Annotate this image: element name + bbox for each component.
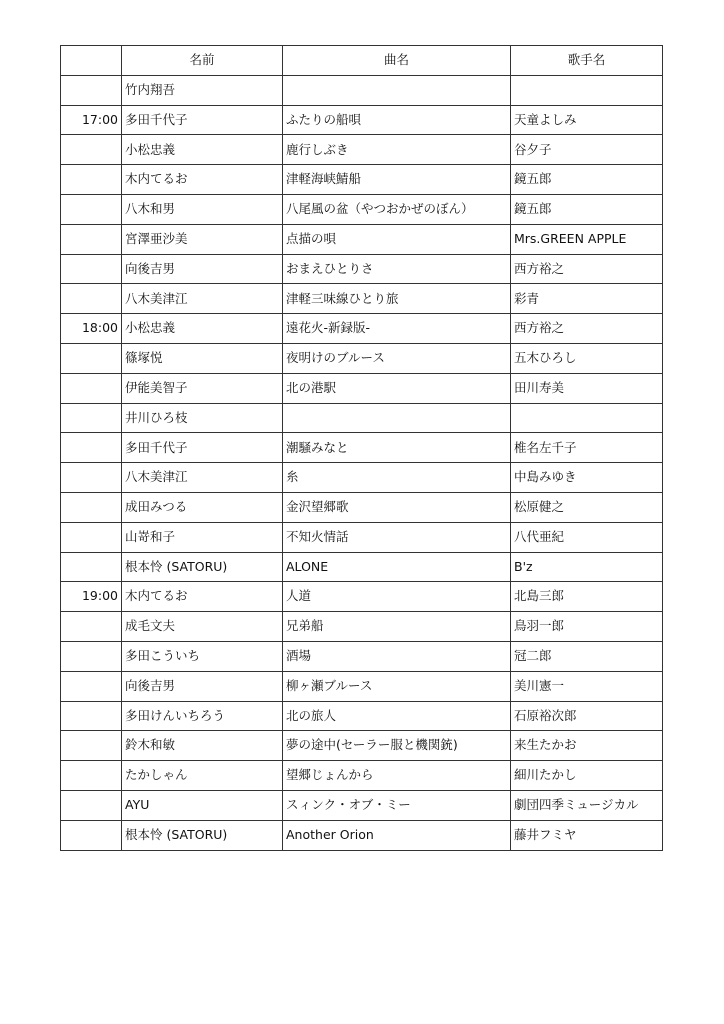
table-row [61, 671, 663, 701]
cell-name: 宮澤亜沙美 [122, 224, 283, 254]
table-row [61, 314, 663, 344]
cell-artist: 来生たかお [511, 731, 663, 761]
cell-artist: 天童よしみ [511, 105, 663, 135]
table-row [61, 612, 663, 642]
cell-artist: 石原裕次郎 [511, 701, 663, 731]
table-row [61, 343, 663, 373]
cell-name: 向後吉男 [122, 671, 283, 701]
cell-song: ALONE [283, 552, 511, 582]
header-song: 曲名 [283, 46, 511, 76]
cell-name: 井川ひろ枝 [122, 403, 283, 433]
cell-name: 山嵜和子 [122, 522, 283, 552]
cell-name: 伊能美智子 [122, 373, 283, 403]
cell-time [61, 224, 122, 254]
cell-name: 木内てるお [122, 582, 283, 612]
cell-song: 北の旅人 [283, 701, 511, 731]
table-row [61, 761, 663, 791]
cell-song: 遠花火-新録版- [283, 314, 511, 344]
cell-name: 成田みつる [122, 492, 283, 522]
cell-name: 八木美津江 [122, 463, 283, 493]
header-time [61, 46, 122, 76]
cell-time [61, 790, 122, 820]
cell-song: 糸 [283, 463, 511, 493]
cell-time [61, 463, 122, 493]
cell-artist: 田川寿美 [511, 373, 663, 403]
cell-song: 兄弟船 [283, 612, 511, 642]
cell-name: AYU [122, 790, 283, 820]
table-row [61, 433, 663, 463]
cell-artist: 谷夕子 [511, 135, 663, 165]
table-row [61, 165, 663, 195]
cell-artist: 鏡五郎 [511, 194, 663, 224]
cell-song: 八尾風の盆（やつおかぜのぼん） [283, 194, 511, 224]
cell-artist: 鳥羽一郎 [511, 612, 663, 642]
cell-song: 夢の途中(セーラー服と機関銃) [283, 731, 511, 761]
table-header-row [61, 46, 663, 76]
cell-song: 津軽三味線ひとり旅 [283, 284, 511, 314]
cell-song: 人道 [283, 582, 511, 612]
cell-song: Another Orion [283, 820, 511, 850]
cell-artist: 細川たかし [511, 761, 663, 791]
cell-name: 向後吉男 [122, 254, 283, 284]
cell-name: 竹内翔吾 [122, 75, 283, 105]
cell-time [61, 403, 122, 433]
cell-artist: Mrs.GREEN APPLE [511, 224, 663, 254]
cell-time [61, 612, 122, 642]
cell-song [283, 403, 511, 433]
cell-artist [511, 403, 663, 433]
table-row [61, 373, 663, 403]
cell-artist: 五木ひろし [511, 343, 663, 373]
cell-time [61, 165, 122, 195]
cell-time [61, 641, 122, 671]
cell-name: 八木和男 [122, 194, 283, 224]
cell-artist: 劇団四季ミュージカル [511, 790, 663, 820]
cell-time [61, 194, 122, 224]
header-artist: 歌手名 [511, 46, 663, 76]
cell-time [61, 135, 122, 165]
cell-artist: 冠二郎 [511, 641, 663, 671]
cell-time: 17:00 [61, 105, 122, 135]
table-row [61, 522, 663, 552]
cell-name: 成毛文夫 [122, 612, 283, 642]
table-row [61, 641, 663, 671]
cell-time [61, 701, 122, 731]
cell-artist: 美川憲一 [511, 671, 663, 701]
cell-song: 不知火情話 [283, 522, 511, 552]
cell-time [61, 492, 122, 522]
table-row [61, 463, 663, 493]
cell-name: 鈴木和敏 [122, 731, 283, 761]
table-row [61, 552, 663, 582]
karaoke-program-table [60, 45, 663, 851]
table-row [61, 582, 663, 612]
cell-time: 19:00 [61, 582, 122, 612]
cell-name: 小松忠義 [122, 135, 283, 165]
table-row [61, 284, 663, 314]
cell-song: 潮騒みなと [283, 433, 511, 463]
cell-name: 多田千代子 [122, 433, 283, 463]
cell-artist: 藤井フミヤ [511, 820, 663, 850]
cell-name: 根本怜 (SATORU) [122, 552, 283, 582]
cell-time [61, 761, 122, 791]
cell-time [61, 731, 122, 761]
cell-time [61, 254, 122, 284]
table-row [61, 731, 663, 761]
cell-artist: 鏡五郎 [511, 165, 663, 195]
cell-time [61, 373, 122, 403]
table-row [61, 224, 663, 254]
cell-song: 鹿行しぶき [283, 135, 511, 165]
table-row [61, 790, 663, 820]
table-row [61, 75, 663, 105]
cell-name: 八木美津江 [122, 284, 283, 314]
cell-artist: 八代亜紀 [511, 522, 663, 552]
cell-song: スィンク・オブ・ミー [283, 790, 511, 820]
cell-artist: 松原健之 [511, 492, 663, 522]
cell-artist: 中島みゆき [511, 463, 663, 493]
table-row [61, 194, 663, 224]
cell-song: 柳ヶ瀬ブルース [283, 671, 511, 701]
cell-time [61, 433, 122, 463]
table-row [61, 403, 663, 433]
table-row [61, 492, 663, 522]
cell-name: 多田こういち [122, 641, 283, 671]
cell-time [61, 284, 122, 314]
cell-artist: 彩青 [511, 284, 663, 314]
cell-song: 夜明けのブルース [283, 343, 511, 373]
cell-artist: 北島三郎 [511, 582, 663, 612]
cell-time [61, 820, 122, 850]
cell-name: 根本怜 (SATORU) [122, 820, 283, 850]
cell-time: 18:00 [61, 314, 122, 344]
cell-artist: 西方裕之 [511, 254, 663, 284]
table-row [61, 820, 663, 850]
table-row [61, 701, 663, 731]
cell-name: 木内てるお [122, 165, 283, 195]
table-row [61, 135, 663, 165]
header-name: 名前 [122, 46, 283, 76]
cell-time [61, 343, 122, 373]
cell-song: 津軽海峡鯖船 [283, 165, 511, 195]
cell-time [61, 552, 122, 582]
table-row [61, 254, 663, 284]
cell-song: おまえひとりさ [283, 254, 511, 284]
cell-artist: B'z [511, 552, 663, 582]
cell-time [61, 522, 122, 552]
cell-name: たかしゃん [122, 761, 283, 791]
cell-song: 北の港駅 [283, 373, 511, 403]
cell-artist: 椎名左千子 [511, 433, 663, 463]
cell-name: 小松忠義 [122, 314, 283, 344]
table-row [61, 105, 663, 135]
cell-song: 金沢望郷歌 [283, 492, 511, 522]
cell-time [61, 671, 122, 701]
cell-name: 篠塚悦 [122, 343, 283, 373]
cell-song: 望郷じょんから [283, 761, 511, 791]
cell-artist [511, 75, 663, 105]
cell-name: 多田千代子 [122, 105, 283, 135]
cell-artist: 西方裕之 [511, 314, 663, 344]
table-body [61, 75, 663, 850]
cell-song [283, 75, 511, 105]
cell-song: 点描の唄 [283, 224, 511, 254]
cell-name: 多田けんいちろう [122, 701, 283, 731]
cell-time [61, 75, 122, 105]
cell-song: ふたりの船唄 [283, 105, 511, 135]
cell-song: 酒場 [283, 641, 511, 671]
